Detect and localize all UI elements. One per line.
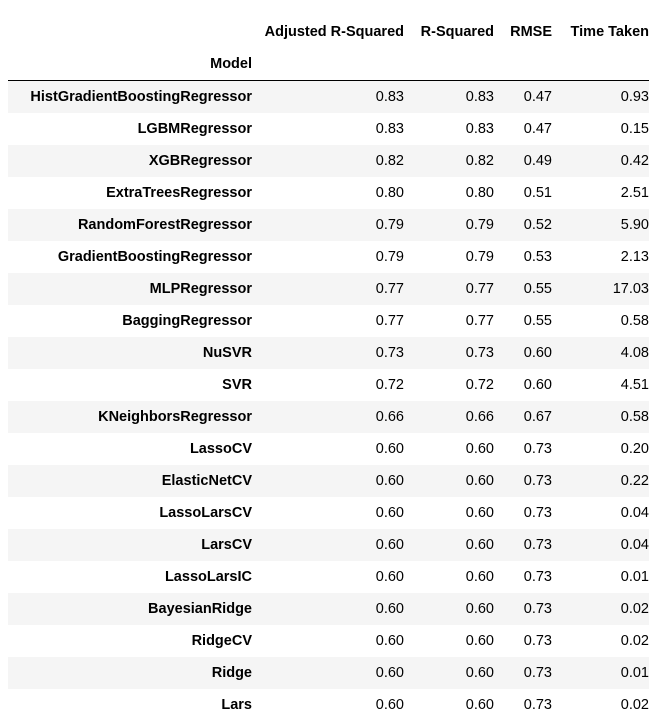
cell-r-squared: 0.83 (465, 120, 494, 137)
cell-adjusted-r-squared: 0.83 (375, 120, 404, 137)
cell-adjusted-r-squared: 0.60 (375, 472, 404, 489)
cell-time-taken: 0.04 (620, 536, 649, 553)
cell-rmse: 0.73 (523, 664, 552, 681)
row-label-model: ElasticNetCV (161, 472, 252, 489)
cell-r-squared: 0.77 (465, 280, 494, 297)
cell-time-taken: 0.42 (620, 152, 649, 169)
cell-r-squared: 0.80 (465, 184, 494, 201)
blank-header-cell (8, 16, 252, 48)
cell-time-taken: 0.93 (620, 88, 649, 105)
cell-adjusted-r-squared: 0.60 (375, 664, 404, 681)
table-row (8, 593, 649, 625)
cell-time-taken: 0.58 (620, 408, 649, 425)
row-label-model: LassoCV (189, 440, 252, 457)
row-label-model: Lars (221, 696, 252, 713)
cell-adjusted-r-squared: 0.80 (375, 184, 404, 201)
cell-adjusted-r-squared: 0.79 (375, 248, 404, 265)
cell-time-taken: 4.51 (620, 376, 649, 393)
index-header-row (8, 48, 649, 81)
cell-adjusted-r-squared: 0.82 (375, 152, 404, 169)
row-label-model: MLPRegressor (149, 280, 252, 297)
cell-rmse: 0.49 (523, 152, 552, 169)
cell-r-squared: 0.73 (465, 344, 494, 361)
row-label-model: KNeighborsRegressor (98, 408, 252, 425)
cell-adjusted-r-squared: 0.77 (375, 280, 404, 297)
cell-r-squared: 0.60 (465, 440, 494, 457)
row-label-model: LGBMRegressor (137, 120, 252, 137)
row-label-model: LassoLarsIC (164, 568, 252, 585)
cell-rmse: 0.51 (523, 184, 552, 201)
table-row (8, 465, 649, 497)
column-header-adjusted-r-squared: Adjusted R-Squared (264, 24, 404, 40)
cell-rmse: 0.73 (523, 504, 552, 521)
table-row (8, 305, 649, 337)
cell-time-taken: 5.90 (620, 216, 649, 233)
row-label-model: ExtraTreesRegressor (106, 184, 252, 201)
cell-adjusted-r-squared: 0.73 (375, 344, 404, 361)
row-label-model: Ridge (211, 664, 252, 681)
table-row (8, 497, 649, 529)
cell-adjusted-r-squared: 0.72 (375, 376, 404, 393)
cell-rmse: 0.73 (523, 536, 552, 553)
table-row (8, 689, 649, 721)
blank-header-cell (494, 48, 552, 81)
cell-r-squared: 0.60 (465, 472, 494, 489)
cell-r-squared: 0.60 (465, 504, 494, 521)
table-row (8, 337, 649, 369)
cell-time-taken: 0.22 (620, 472, 649, 489)
table-row (8, 81, 649, 113)
cell-adjusted-r-squared: 0.79 (375, 216, 404, 233)
cell-r-squared: 0.72 (465, 376, 494, 393)
table-row (8, 273, 649, 305)
index-header-model: Model (8, 48, 252, 81)
table-row (8, 657, 649, 689)
cell-r-squared: 0.79 (465, 248, 494, 265)
cell-rmse: 0.47 (523, 88, 552, 105)
cell-adjusted-r-squared: 0.60 (375, 536, 404, 553)
cell-adjusted-r-squared: 0.60 (375, 504, 404, 521)
cell-adjusted-r-squared: 0.60 (375, 440, 404, 457)
row-label-model: LarsCV (201, 536, 252, 553)
blank-header-cell (552, 48, 649, 81)
cell-time-taken: 0.02 (620, 696, 649, 713)
cell-rmse: 0.73 (523, 600, 552, 617)
row-label-model: HistGradientBoostingRegressor (30, 88, 252, 105)
cell-time-taken: 0.01 (620, 568, 649, 585)
cell-rmse: 0.55 (523, 280, 552, 297)
table-row (8, 241, 649, 273)
row-label-model: SVR (222, 376, 252, 393)
cell-adjusted-r-squared: 0.60 (375, 568, 404, 585)
cell-time-taken: 0.01 (620, 664, 649, 681)
blank-header-cell (252, 48, 404, 81)
table-row (8, 529, 649, 561)
cell-time-taken: 0.04 (620, 504, 649, 521)
cell-r-squared: 0.77 (465, 312, 494, 329)
cell-adjusted-r-squared: 0.60 (375, 632, 404, 649)
row-label-model: BayesianRidge (148, 600, 252, 617)
row-label-model: BaggingRegressor (122, 312, 252, 329)
table-row (8, 401, 649, 433)
table-row (8, 209, 649, 241)
cell-adjusted-r-squared: 0.66 (375, 408, 404, 425)
cell-time-taken: 2.13 (620, 248, 649, 265)
cell-r-squared: 0.60 (465, 696, 494, 713)
cell-time-taken: 0.02 (620, 632, 649, 649)
cell-rmse: 0.52 (523, 216, 552, 233)
table-body (8, 81, 649, 721)
column-header-rmse: RMSE (510, 24, 552, 40)
cell-r-squared: 0.60 (465, 600, 494, 617)
cell-r-squared: 0.83 (465, 88, 494, 105)
cell-time-taken: 0.15 (620, 120, 649, 137)
cell-rmse: 0.60 (523, 376, 552, 393)
cell-adjusted-r-squared: 0.60 (375, 696, 404, 713)
table-row (8, 433, 649, 465)
row-label-model: LassoLarsCV (159, 504, 252, 521)
table-row (8, 145, 649, 177)
cell-rmse: 0.73 (523, 440, 552, 457)
table-row (8, 369, 649, 401)
cell-time-taken: 2.51 (620, 184, 649, 201)
cell-r-squared: 0.79 (465, 216, 494, 233)
cell-rmse: 0.55 (523, 312, 552, 329)
column-header-r-squared: R-Squared (420, 24, 494, 40)
cell-r-squared: 0.66 (465, 408, 494, 425)
model-results-table (8, 16, 649, 721)
row-label-model: XGBRegressor (148, 152, 252, 169)
cell-rmse: 0.67 (523, 408, 552, 425)
table-row (8, 561, 649, 593)
cell-r-squared: 0.60 (465, 536, 494, 553)
cell-rmse: 0.47 (523, 120, 552, 137)
cell-time-taken: 17.03 (612, 280, 649, 297)
cell-rmse: 0.73 (523, 472, 552, 489)
cell-adjusted-r-squared: 0.60 (375, 600, 404, 617)
table-row (8, 113, 649, 145)
table-row (8, 177, 649, 209)
column-header-time-taken: Time Taken (570, 24, 649, 40)
table-row (8, 625, 649, 657)
cell-rmse: 0.53 (523, 248, 552, 265)
blank-header-cell (404, 48, 494, 81)
column-header-row (8, 16, 649, 48)
cell-rmse: 0.73 (523, 696, 552, 713)
row-label-model: RandomForestRegressor (77, 216, 252, 233)
cell-rmse: 0.60 (523, 344, 552, 361)
cell-time-taken: 0.02 (620, 600, 649, 617)
cell-r-squared: 0.60 (465, 568, 494, 585)
row-label-model: NuSVR (202, 344, 252, 361)
cell-r-squared: 0.60 (465, 664, 494, 681)
row-label-model: GradientBoostingRegressor (57, 248, 252, 265)
cell-r-squared: 0.82 (465, 152, 494, 169)
cell-rmse: 0.73 (523, 568, 552, 585)
cell-time-taken: 0.20 (620, 440, 649, 457)
table-header (8, 16, 649, 81)
cell-adjusted-r-squared: 0.77 (375, 312, 404, 329)
cell-r-squared: 0.60 (465, 632, 494, 649)
cell-time-taken: 0.58 (620, 312, 649, 329)
cell-adjusted-r-squared: 0.83 (375, 88, 404, 105)
cell-rmse: 0.73 (523, 632, 552, 649)
cell-time-taken: 4.08 (620, 344, 649, 361)
row-label-model: RidgeCV (191, 632, 252, 649)
